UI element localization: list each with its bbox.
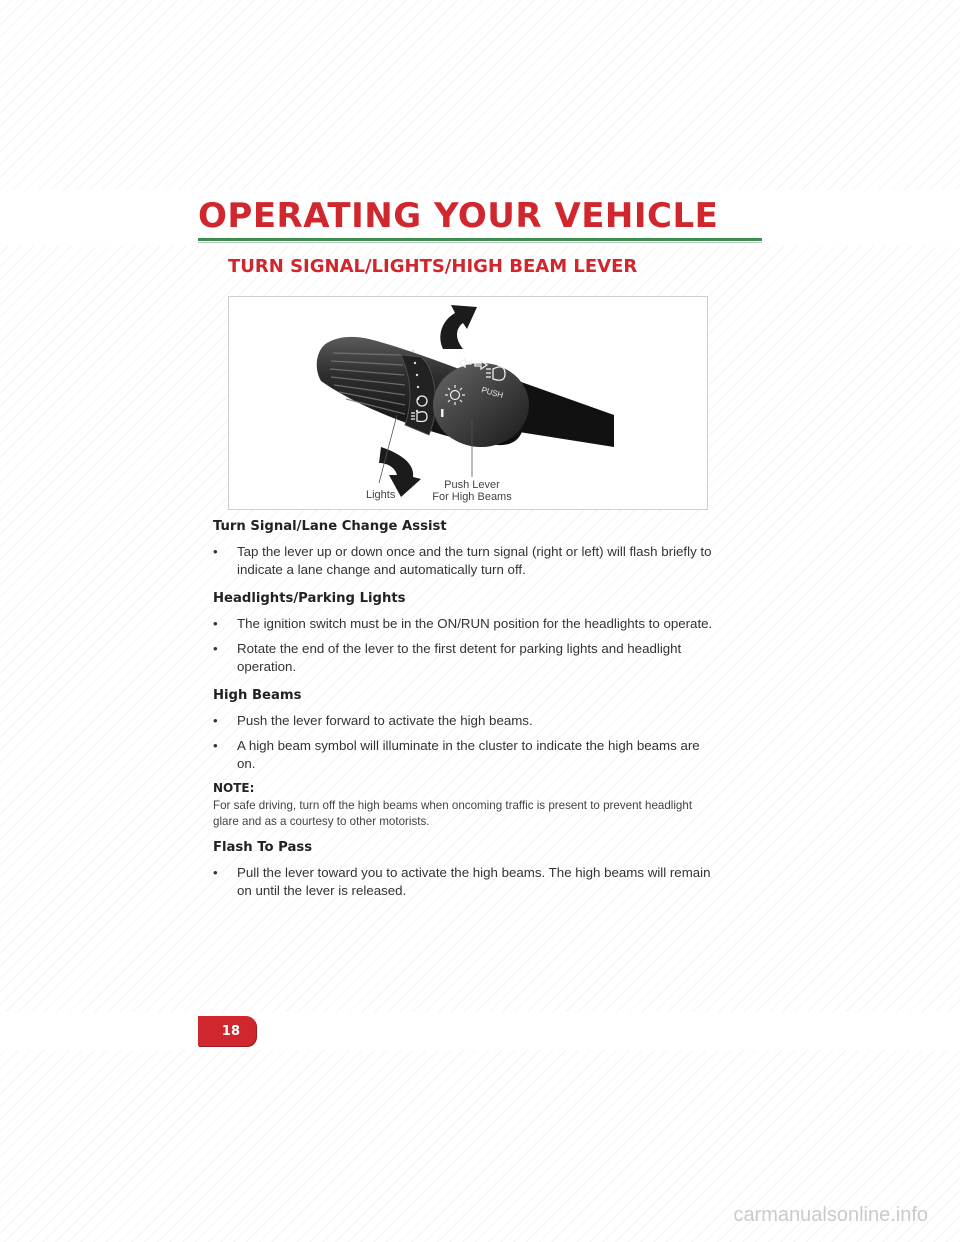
push-lever-label-line2: For High Beams xyxy=(432,491,512,503)
push-lever-label xyxy=(417,479,527,503)
rotate-up-arrow-icon xyxy=(440,305,477,349)
note-heading: NOTE: xyxy=(213,781,255,795)
page-number: 18 xyxy=(221,1023,240,1039)
lever-push-text: PUSH xyxy=(480,385,505,401)
list-item: • Push the lever forward to activate the high beams. xyxy=(213,712,718,730)
footer-band xyxy=(0,1012,960,1050)
headlights-heading: Headlights/Parking Lights xyxy=(213,591,406,606)
body-content xyxy=(213,518,718,907)
lever-end-cap xyxy=(433,363,529,447)
watermark: carmanualsonline.info xyxy=(733,1204,928,1226)
flash-to-pass-heading: Flash To Pass xyxy=(213,840,313,855)
lever-illustration xyxy=(229,297,707,509)
header-rule-shadow xyxy=(198,242,762,243)
list-item: • A high beam symbol will illuminate in the cluster to indicate the high beams are on. xyxy=(213,737,718,773)
list-item: • The ignition switch must be in the ON/RUN position for the headlights to operate. xyxy=(213,615,718,633)
note-text: For safe driving, turn off the high beams when oncoming traffic is present to prevent headlight glare and as a courtesy to other motorists. xyxy=(213,799,693,828)
header-rule xyxy=(198,238,762,241)
section-title: OPERATING YOUR VEHICLE xyxy=(198,196,719,236)
turn-signal-heading: Turn Signal/Lane Change Assist xyxy=(213,519,447,534)
list-item: • Rotate the end of the lever to the first detent for parking lights and headlight operation. xyxy=(213,640,718,676)
list-item: • Tap the lever up or down once and the turn signal (right or left) will flash briefly to indicate a lane change and automatically turn off. xyxy=(213,543,718,579)
page-number-tab xyxy=(198,1016,256,1046)
lever-figure xyxy=(228,296,708,510)
push-lever-label-line1: Push Lever xyxy=(444,479,500,491)
page-heading: TURN SIGNAL/LIGHTS/HIGH BEAM LEVER xyxy=(228,256,638,277)
high-beams-heading: High Beams xyxy=(213,688,302,703)
lever-index-mark xyxy=(441,409,444,417)
lights-label: Lights xyxy=(366,489,396,501)
list-item: • Pull the lever toward you to activate the high beams. The high beams will remain on until the lever is released. xyxy=(213,864,718,900)
